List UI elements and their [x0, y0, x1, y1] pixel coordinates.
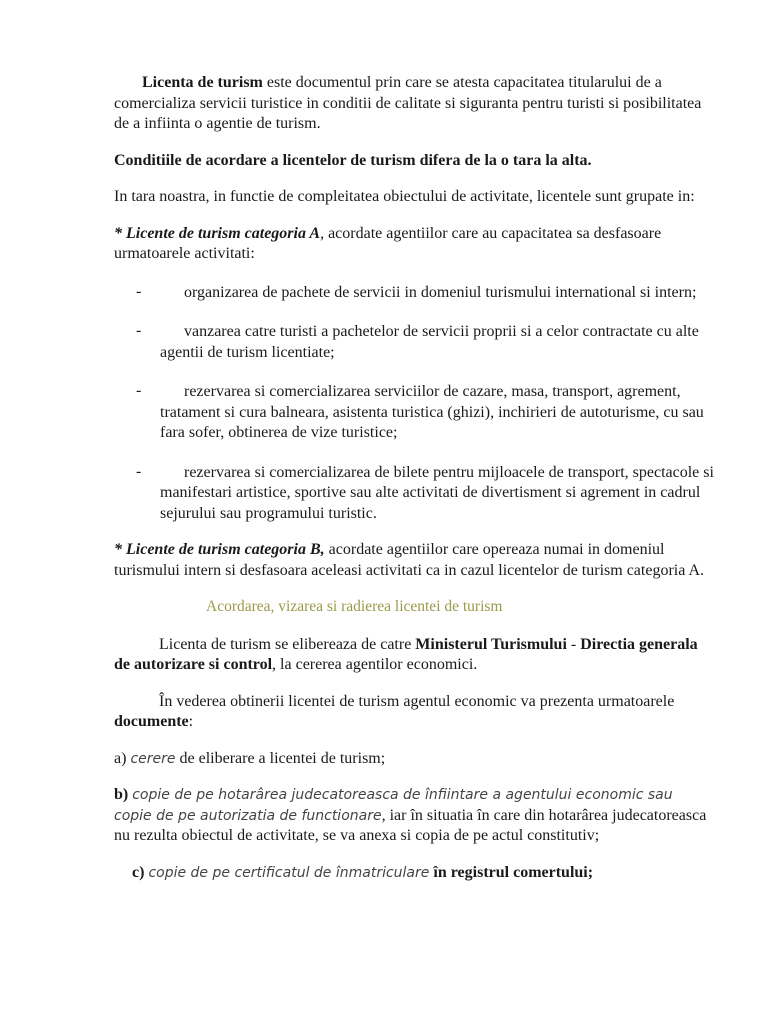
list-item	[114, 322, 714, 363]
bullet-dash: -	[136, 462, 142, 480]
bullet-dash: -	[136, 382, 142, 399]
category-a-text: , acordate agentiilor care au capacitatea sa desfasoare urmatoarele activitati:	[114, 224, 662, 262]
item-a	[114, 749, 714, 770]
item-a-italic: cerere	[130, 750, 176, 767]
term-licenta-de-turism: Licenta de turism	[142, 74, 263, 91]
item-b	[114, 785, 714, 847]
bullet-dash: -	[136, 282, 142, 300]
list-item-text: organizarea de pachete de servicii in domeniul turismului international si intern;	[184, 283, 697, 301]
list-item	[114, 283, 714, 304]
ministry-text-pre: Licenta de turism se elibereaza de catre	[159, 635, 416, 653]
item-c-italic: copie de pe certificatul de înmatriculare	[148, 864, 430, 881]
item-a-letter: a)	[114, 749, 127, 767]
bullet-dash: -	[136, 322, 142, 339]
list-item	[114, 463, 714, 525]
list-item-text: rezervarea si comercializarea de bilete pentru mijloacele de transport, spectacole si manifestari artistice, sportive sau alte activitati de divertisment si agrement in cadrul sejurului sau programului turistic.	[160, 463, 714, 522]
list-item-text: rezervarea si comercializarea serviciilor de cazare, masa, transport, agrement, tratament si cura balneara, asistenta turistica (ghizi), inchirieri de autoturisme, cu sau fara sofer, obtinerea de vize turistice;	[160, 383, 704, 441]
item-c-text: în registrul comertului;	[429, 863, 594, 881]
item-b-letter: b)	[114, 786, 129, 803]
documents-term: documente	[114, 713, 189, 730]
document-page	[114, 73, 714, 899]
list-item-text: vanzarea catre turisti a pachetelor de servicii proprii si a celor contractate cu alte agentii de turism licentiate;	[160, 323, 699, 361]
conditions-statement: Conditiile de acordare a licentelor de turism difera de la o tara la alta.	[114, 151, 592, 169]
intro-paragraph	[114, 73, 714, 135]
documents-text-pre: În vederea obtinerii licentei de turism agentul economic va prezenta urmatoarele	[159, 692, 675, 710]
ministry-separator: -	[566, 635, 581, 653]
ministry-paragraph	[114, 635, 714, 676]
category-b-label: * Licente de turism categoria B,	[114, 541, 325, 558]
grouping-paragraph: In tara noastra, in functie de compleitatea obiectului de activitate, licentele sunt grupate in:	[114, 188, 695, 205]
ministry-name: Ministerul Turismului	[415, 635, 567, 653]
item-a-text: de eliberare a licentei de turism;	[175, 749, 386, 767]
category-a-label: * Licente de turism categoria A	[114, 224, 321, 242]
list-item	[114, 382, 714, 444]
documents-paragraph	[114, 692, 714, 733]
section-heading: Acordarea, vizarea si radierea licentei de turism	[206, 598, 503, 615]
category-b-text: acordate agentiilor care opereaza numai in domeniul turismului intern si desfasoara aceleasi activitati ca in cazul licentelor de turism categoria A.	[114, 541, 704, 579]
item-c	[114, 863, 714, 884]
ministry-text-post: , la cererea agentilor economici.	[272, 656, 478, 673]
category-a-paragraph	[114, 224, 714, 265]
intro-text: este documentul prin care se atesta capacitatea titularului de a comercializa servicii turistice in conditii de calitate si siguranta pentru turisti si posibilitatea de a infiinta o agentie de turism.	[114, 74, 702, 132]
directorate-name: Directia generala de autorizare si control	[114, 635, 698, 673]
category-b-paragraph	[114, 540, 714, 581]
item-b-text: , iar în situatia în care din hotarârea judecatoreasca nu rezulta obiectul de activitate, se va anexa si copia de pe actul constitutiv;	[114, 806, 707, 844]
item-c-letter: c)	[132, 863, 145, 881]
item-b-italic: copie de pe hotarârea judecatoreasca de înfiintare a agentului economic sau copie de pe autorizatia de functionare	[114, 787, 673, 824]
documents-text-post: :	[188, 713, 194, 730]
